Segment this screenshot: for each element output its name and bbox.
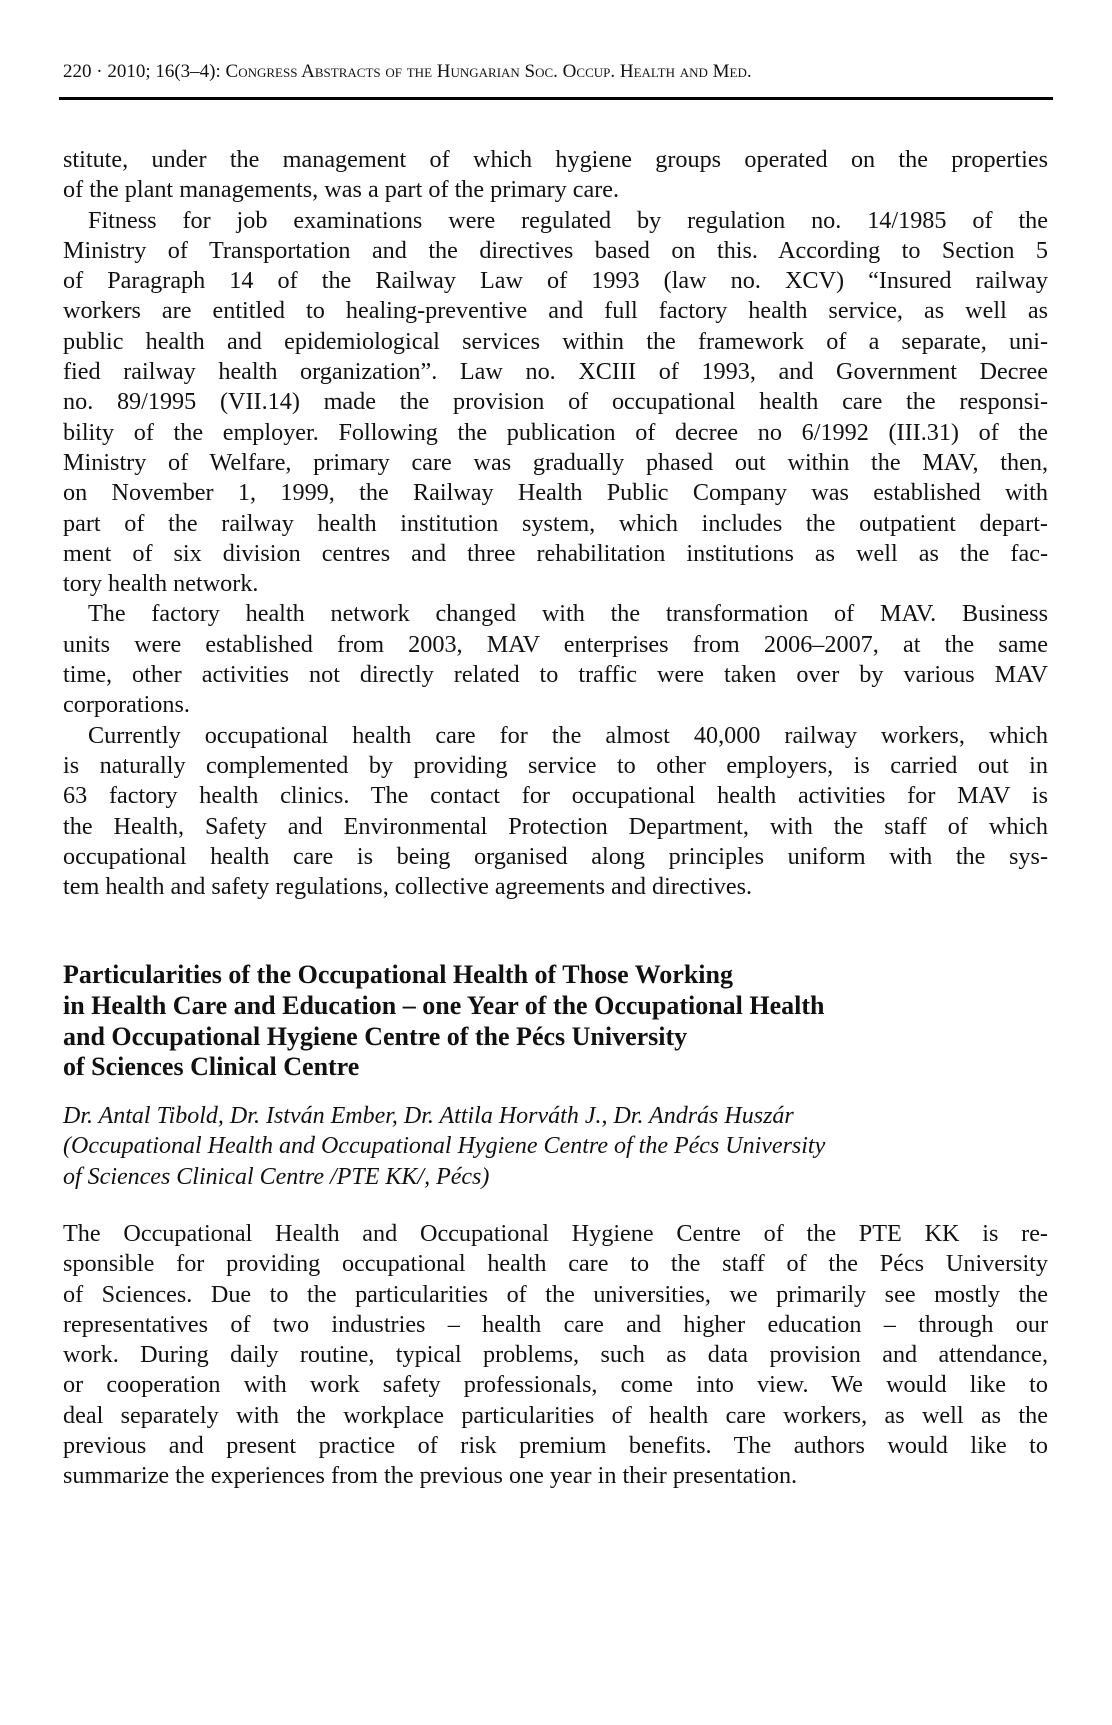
text-line: 63 factory health clinics. The contact for occupational health activities for MAV is (63, 782, 1048, 810)
title-line: and Occupational Hygiene Centre of the Pécs University (63, 1021, 688, 1051)
text-line: of Sciences. Due to the particularities of the universities, we primarily see mostly the (63, 1280, 1048, 1308)
text-line: on November 1, 1999, the Railway Health Public Company was established with (63, 479, 1048, 507)
abstract-title (63, 960, 1048, 1083)
text-line: summarize the experiences from the previous one year in their presentation. (63, 1462, 798, 1490)
text-line: part of the railway health institution system, which includes the outpatient depart- (63, 509, 1048, 537)
text-line: or cooperation with work safety professionals, come into view. We would like to (63, 1371, 1048, 1399)
continued-article-body (63, 145, 1048, 902)
text-line: workers are entitled to healing-preventive and full factory health service, as well as (63, 297, 1048, 325)
paragraph (63, 599, 1048, 720)
text-line: The factory health network changed with the transformation of MAV. Business (88, 600, 1048, 628)
header-rule (59, 97, 1053, 100)
text-line: corporations. (63, 691, 190, 719)
text-line: Ministry of Transportation and the directives based on this. According to Section 5 (63, 236, 1048, 264)
title-line: of Sciences Clinical Centre (63, 1052, 360, 1082)
running-header (63, 60, 1053, 84)
text-line: tory health network. (63, 570, 259, 598)
text-line: representatives of two industries – health care and higher education – through our (63, 1310, 1048, 1338)
author-line: Dr. Antal Tibold, Dr. István Ember, Dr. Attila Horváth J., Dr. András Huszár (63, 1103, 794, 1129)
text-line: ment of six division centres and three rehabilitation institutions as well as the fac- (63, 539, 1048, 567)
text-line: bility of the employer. Following the publication of decree no 6/1992 (III.31) of the (63, 418, 1048, 446)
header-separator: · (91, 61, 108, 82)
text-line: stitute, under the management of which hygiene groups operated on the properties (63, 146, 1048, 173)
paragraph (63, 721, 1048, 903)
text-line: is naturally complemented by providing service to other employers, is carried out in (63, 751, 1048, 779)
text-line: of Paragraph 14 of the Railway Law of 1993 (law no. XCV) “Insured railway (63, 267, 1048, 295)
title-line: in Health Care and Education – one Year of the Occupational Health (63, 990, 825, 1020)
abstract-body (63, 1219, 1048, 1492)
text-line: work. During daily routine, typical problems, such as data provision and attendance, (63, 1341, 1048, 1369)
text-line: public health and epidemiological services within the framework of a separate, uni- (63, 327, 1048, 355)
text-line: previous and present practice of risk premium benefits. The authors would like to (63, 1432, 1048, 1460)
paragraph (63, 1219, 1048, 1492)
journal-title: Congress Abstracts of the Hungarian Soc. Occup. Health and Med. (225, 61, 752, 82)
title-line: Particularities of the Occupational Health of Those Working (63, 960, 733, 989)
text-line: no. 89/1995 (VII.14) made the provision of occupational health care the responsi- (63, 388, 1048, 416)
text-line: the Health, Safety and Environmental Protection Department, with the staff of which (63, 812, 1048, 840)
affiliation-line: (Occupational Health and Occupational Hygiene Centre of the Pécs University (63, 1133, 826, 1160)
abstract-authors (63, 1101, 1048, 1192)
text-line: units were established from 2003, MAV enterprises from 2006–2007, at the same (63, 630, 1048, 658)
page-number: 220 (63, 61, 92, 82)
text-line: time, other activities not directly related to traffic were taken over by various MAV (63, 661, 1048, 689)
text-line: The Occupational Health and Occupational Hygiene Centre of the PTE KK is re- (63, 1220, 1048, 1247)
text-line: fied railway health organization”. Law no. XCIII of 1993, and Government Decree (63, 358, 1048, 386)
text-line: sponsible for providing occupational health care to the staff of the Pécs University (63, 1250, 1048, 1278)
text-line: Fitness for job examinations were regulated by regulation no. 14/1985 of the (88, 206, 1048, 234)
text-line: Ministry of Welfare, primary care was gradually phased out within the MAV, then, (63, 448, 1048, 476)
text-line: of the plant managements, was a part of the primary care. (63, 176, 620, 204)
volume-issue: 2010; 16(3–4): (107, 61, 226, 82)
paragraph (63, 145, 1048, 206)
text-line: tem health and safety regulations, collective agreements and directives. (63, 873, 753, 901)
paragraph (63, 206, 1048, 600)
text-line: occupational health care is being organised along principles uniform with the sys- (63, 842, 1048, 870)
text-line: Currently occupational health care for the almost 40,000 railway workers, which (88, 721, 1048, 749)
text-line: deal separately with the workplace particularities of health care workers, as well as the (63, 1401, 1048, 1429)
affiliation-line: of Sciences Clinical Centre /PTE KK/, Pécs) (63, 1163, 490, 1190)
